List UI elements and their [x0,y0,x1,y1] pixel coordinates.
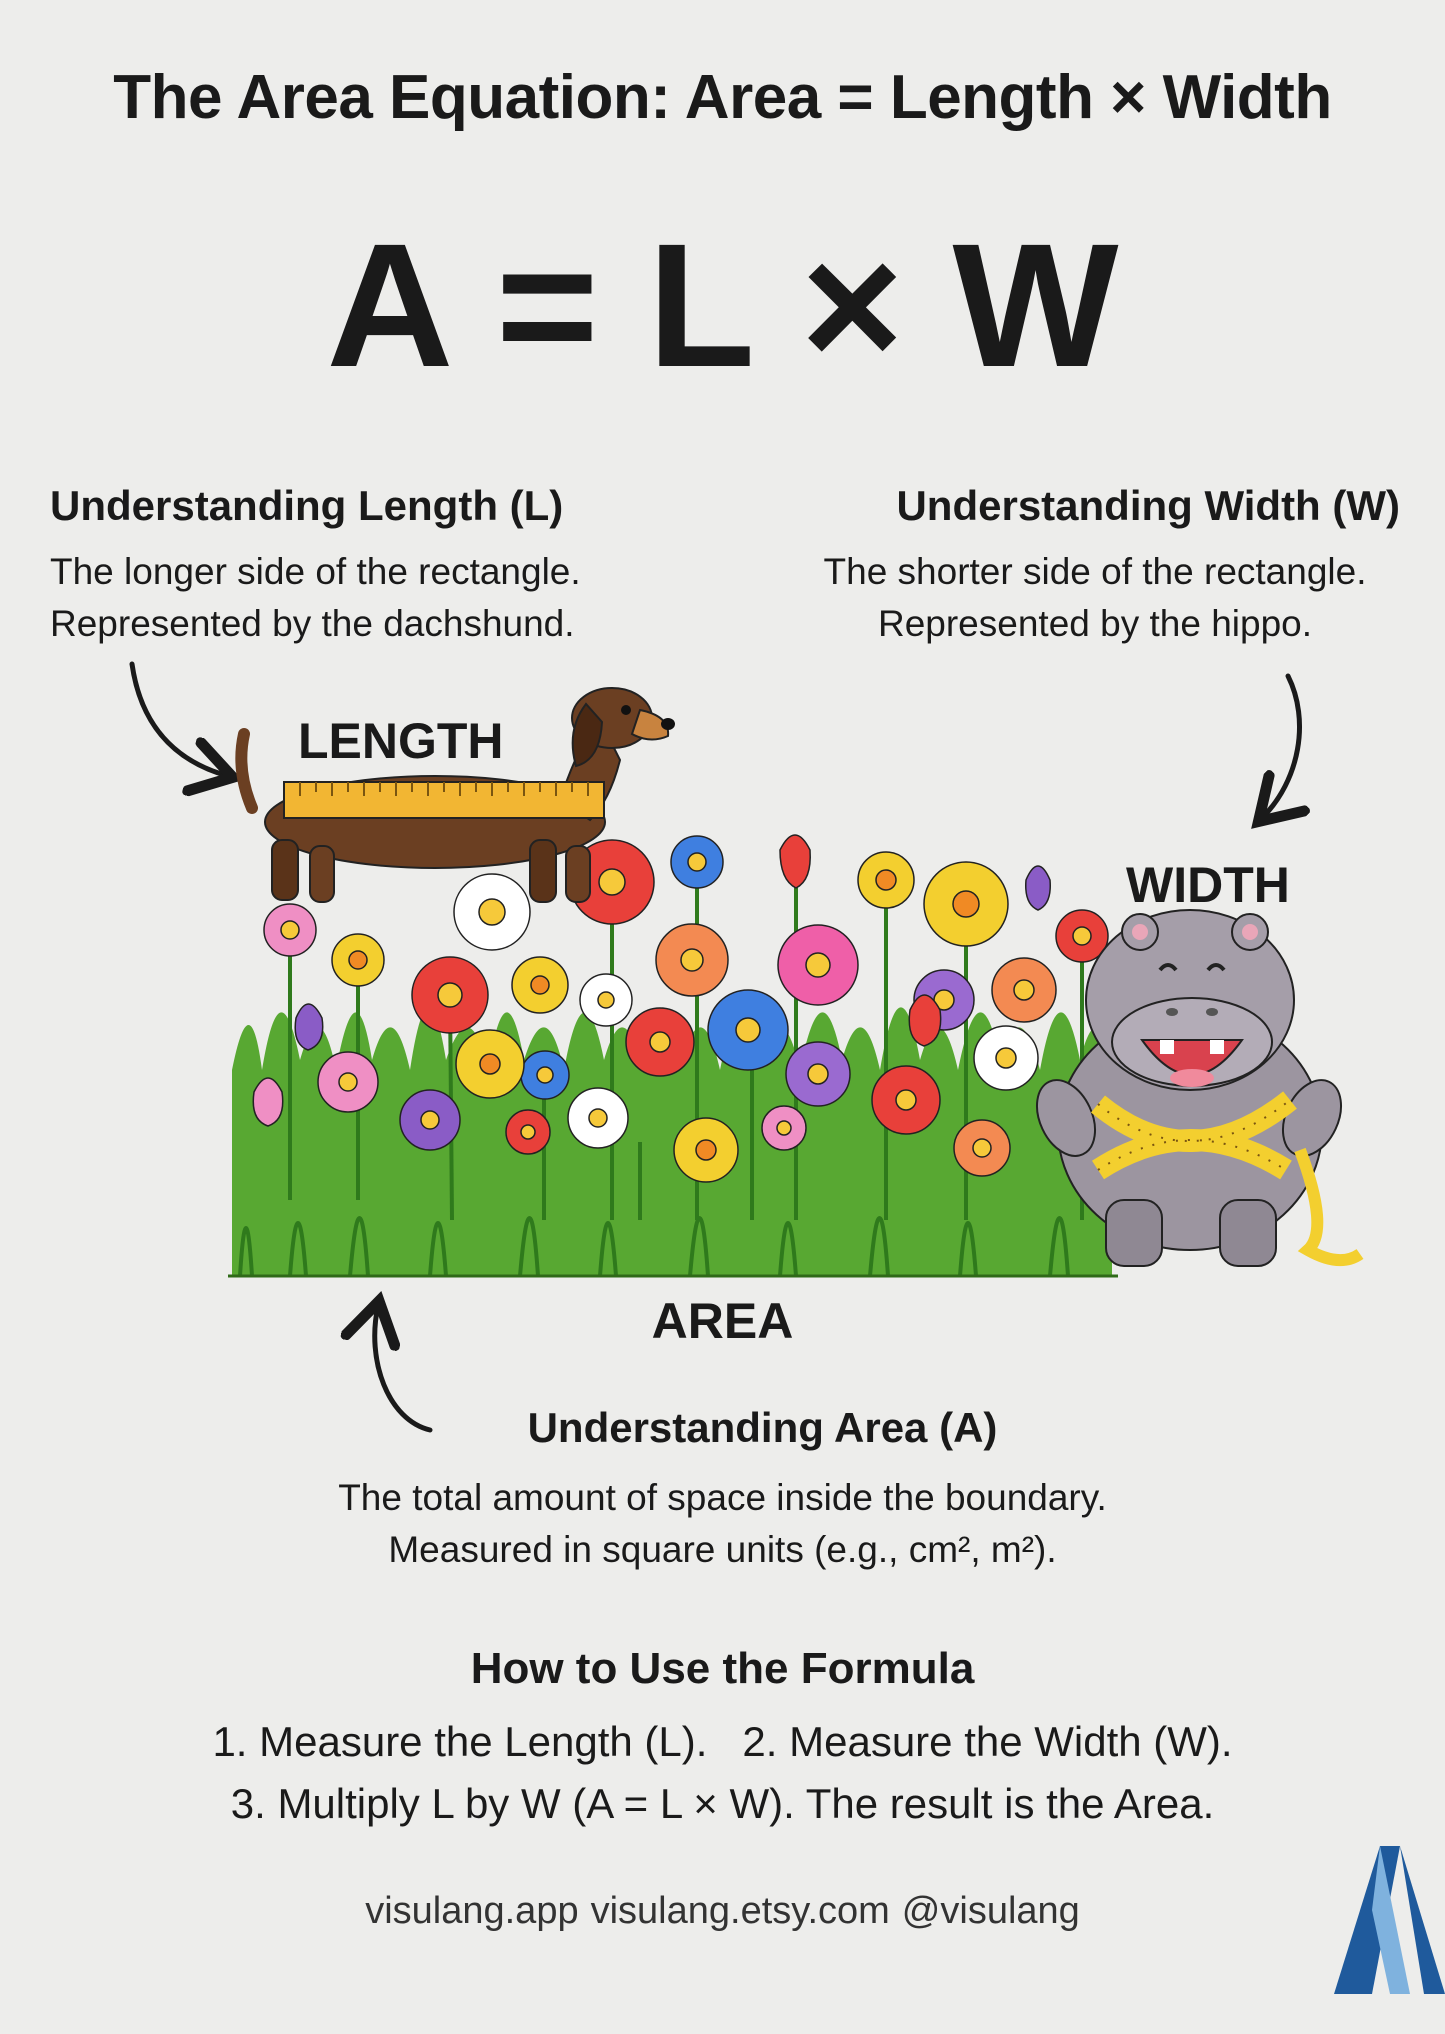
area-heading: Understanding Area (A) [527,1404,998,1451]
area-label: AREA [651,1293,794,1349]
width-description-line1: The shorter side of the rectangle. [823,551,1367,592]
area-description-line2: Measured in square units (e.g., cm², m²). [388,1529,1057,1570]
step-2: 2. Measure the Width (W). [742,1718,1233,1765]
length-description-line2: Represented by the dachshund. [50,603,575,644]
length-heading: Understanding Length (L) [50,482,564,529]
footer-shop-link[interactable]: visulang.etsy.com [590,1890,890,1932]
footer [0,1890,1445,1933]
step-3: 3. Multiply L by W (A = L × W). The result is the Area. [230,1780,1215,1827]
length-description-line1: The longer side of the rectangle. [50,551,581,592]
formula: A = L × W [326,208,1119,404]
length-label: LENGTH [298,713,504,769]
width-description-line2: Represented by the hippo. [877,603,1313,644]
length-arrow-icon [132,664,228,776]
width-label: WIDTH [1126,857,1290,913]
footer-site-link[interactable]: visulang.app [365,1890,579,1932]
flower-meadow-icon [228,835,1118,1276]
width-heading: Understanding Width (W) [896,482,1400,529]
steps-row-1 [0,1718,1445,1766]
step-1: 1. Measure the Length (L). [212,1718,708,1765]
area-description-line1: The total amount of space inside the boundary. [338,1477,1107,1518]
how-to-heading: How to Use the Formula [470,1644,975,1693]
width-arrow-icon [1262,676,1300,818]
ruler-icon [284,782,604,818]
footer-handle-link[interactable]: @visulang [901,1890,1080,1932]
page-title: The Area Equation: Area = Length × Width [113,63,1332,132]
